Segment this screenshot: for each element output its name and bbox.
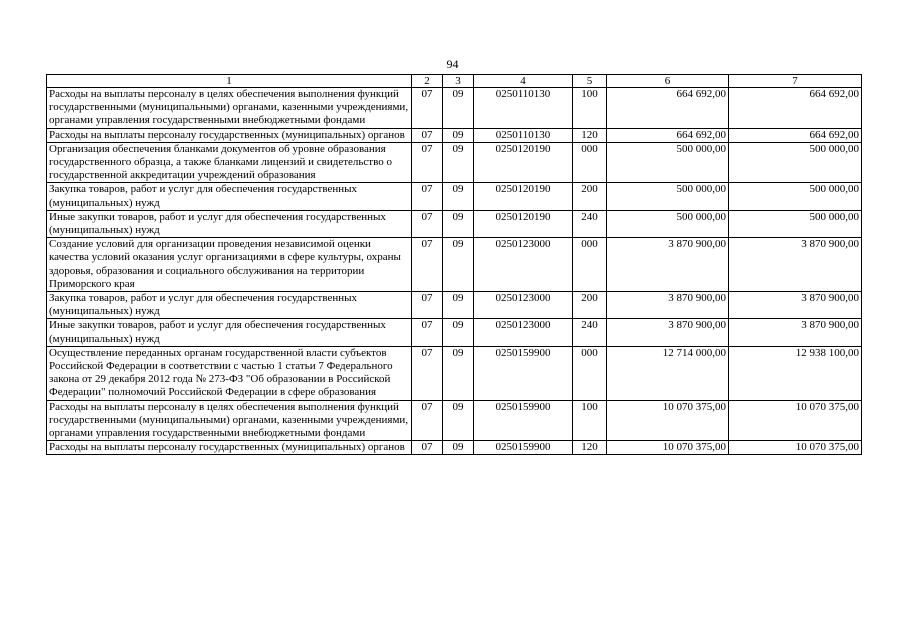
- target-article-code: 0250159900: [474, 346, 573, 400]
- section-code: 07: [412, 183, 443, 210]
- section-code: 07: [412, 88, 443, 129]
- section-code: 07: [412, 400, 443, 441]
- section-code: 07: [412, 346, 443, 400]
- table-row: [47, 346, 862, 400]
- table-row: [47, 292, 862, 319]
- amount-col6: 500 000,00: [607, 183, 729, 210]
- page-number: 94: [446, 57, 459, 71]
- table-row: [47, 238, 862, 292]
- amount-col7: 500 000,00: [729, 210, 862, 237]
- expense-type-code: 120: [573, 441, 607, 455]
- header-cell: 7: [729, 75, 862, 88]
- amount-col6: 3 870 900,00: [607, 238, 729, 292]
- subsection-code: 09: [443, 210, 474, 237]
- header-cell: 4: [474, 75, 573, 88]
- subsection-code: 09: [443, 319, 474, 346]
- row-name: Закупка товаров, работ и услуг для обеспечения государственных (муниципальных) нужд: [47, 183, 412, 210]
- amount-col6: 500 000,00: [607, 210, 729, 237]
- target-article-code: 0250123000: [474, 292, 573, 319]
- target-article-code: 0250159900: [474, 400, 573, 441]
- amount-col7: 3 870 900,00: [729, 319, 862, 346]
- target-article-code: 0250120190: [474, 210, 573, 237]
- expense-type-code: 100: [573, 400, 607, 441]
- header-row: [47, 75, 862, 88]
- table-row: [47, 210, 862, 237]
- subsection-code: 09: [443, 128, 474, 142]
- row-name: Расходы на выплаты персоналу государственных (муниципальных) органов: [47, 441, 412, 455]
- target-article-code: 0250159900: [474, 441, 573, 455]
- expense-type-code: 100: [573, 88, 607, 129]
- amount-col6: 10 070 375,00: [607, 441, 729, 455]
- amount-col7: 664 692,00: [729, 128, 862, 142]
- row-name: Осуществление переданных органам государственной власти субъектов Российской Федерации в соответствии с частью 1 статьи 7 Федерального закона от 29 декабря 2012 года № 273-ФЗ "Об образовании в Российской Федерации" полномочий Российской Федерации в сфере образования: [47, 346, 412, 400]
- row-name: Расходы на выплаты персоналу в целях обеспечения выполнения функций государственными (муниципальными) органами, казенными учреждениями, органами управления государственными внебюджетными фондами: [47, 88, 412, 129]
- expense-type-code: 000: [573, 238, 607, 292]
- amount-col6: 664 692,00: [607, 128, 729, 142]
- header-cell: 5: [573, 75, 607, 88]
- table-row: [47, 400, 862, 441]
- row-name: Создание условий для организации проведения независимой оценки качества условий оказания услуг организациями в сфере культуры, охраны здоровья, образования и социального обслуживания на территории Приморского края: [47, 238, 412, 292]
- amount-col6: 500 000,00: [607, 142, 729, 183]
- section-code: 07: [412, 128, 443, 142]
- subsection-code: 09: [443, 346, 474, 400]
- table-row: [47, 142, 862, 183]
- amount-col7: 3 870 900,00: [729, 292, 862, 319]
- row-name: Расходы на выплаты персоналу в целях обеспечения выполнения функций государственными (муниципальными) органами, казенными учреждениями, органами управления государственными внебюджетными фондами: [47, 400, 412, 441]
- target-article-code: 0250123000: [474, 238, 573, 292]
- table-row: [47, 88, 862, 129]
- expense-type-code: 200: [573, 183, 607, 210]
- header-cell: 6: [607, 75, 729, 88]
- expense-type-code: 000: [573, 142, 607, 183]
- expense-type-code: 200: [573, 292, 607, 319]
- amount-col7: 664 692,00: [729, 88, 862, 129]
- row-name: Закупка товаров, работ и услуг для обеспечения государственных (муниципальных) нужд: [47, 292, 412, 319]
- target-article-code: 0250110130: [474, 128, 573, 142]
- subsection-code: 09: [443, 238, 474, 292]
- amount-col7: 10 070 375,00: [729, 400, 862, 441]
- amount-col6: 664 692,00: [607, 88, 729, 129]
- amount-col7: 500 000,00: [729, 183, 862, 210]
- target-article-code: 0250120190: [474, 142, 573, 183]
- amount-col6: 3 870 900,00: [607, 319, 729, 346]
- budget-table: [46, 74, 862, 455]
- section-code: 07: [412, 210, 443, 237]
- amount-col6: 3 870 900,00: [607, 292, 729, 319]
- subsection-code: 09: [443, 88, 474, 129]
- target-article-code: 0250123000: [474, 319, 573, 346]
- table-row: [47, 128, 862, 142]
- header-cell: 3: [443, 75, 474, 88]
- subsection-code: 09: [443, 400, 474, 441]
- expense-type-code: 240: [573, 210, 607, 237]
- amount-col6: 10 070 375,00: [607, 400, 729, 441]
- section-code: 07: [412, 142, 443, 183]
- section-code: 07: [412, 441, 443, 455]
- expense-type-code: 120: [573, 128, 607, 142]
- row-name: Расходы на выплаты персоналу государственных (муниципальных) органов: [47, 128, 412, 142]
- amount-col7: 10 070 375,00: [729, 441, 862, 455]
- subsection-code: 09: [443, 292, 474, 319]
- amount-col7: 12 938 100,00: [729, 346, 862, 400]
- target-article-code: 0250120190: [474, 183, 573, 210]
- subsection-code: 09: [443, 441, 474, 455]
- target-article-code: 0250110130: [474, 88, 573, 129]
- amount-col7: 500 000,00: [729, 142, 862, 183]
- table-row: [47, 441, 862, 455]
- table-row: [47, 183, 862, 210]
- amount-col6: 12 714 000,00: [607, 346, 729, 400]
- section-code: 07: [412, 238, 443, 292]
- section-code: 07: [412, 292, 443, 319]
- expense-type-code: 240: [573, 319, 607, 346]
- header-cell: 2: [412, 75, 443, 88]
- row-name: Организация обеспечения бланками документов об уровне образования государственного образца, а также бланками лицензий и свидетельство о государственной аккредитации учреждений образования: [47, 142, 412, 183]
- row-name: Иные закупки товаров, работ и услуг для обеспечения государственных (муниципальных) нужд: [47, 210, 412, 237]
- row-name: Иные закупки товаров, работ и услуг для обеспечения государственных (муниципальных) нужд: [47, 319, 412, 346]
- subsection-code: 09: [443, 183, 474, 210]
- header-cell: 1: [47, 75, 412, 88]
- expense-type-code: 000: [573, 346, 607, 400]
- subsection-code: 09: [443, 142, 474, 183]
- table-row: [47, 319, 862, 346]
- amount-col7: 3 870 900,00: [729, 238, 862, 292]
- section-code: 07: [412, 319, 443, 346]
